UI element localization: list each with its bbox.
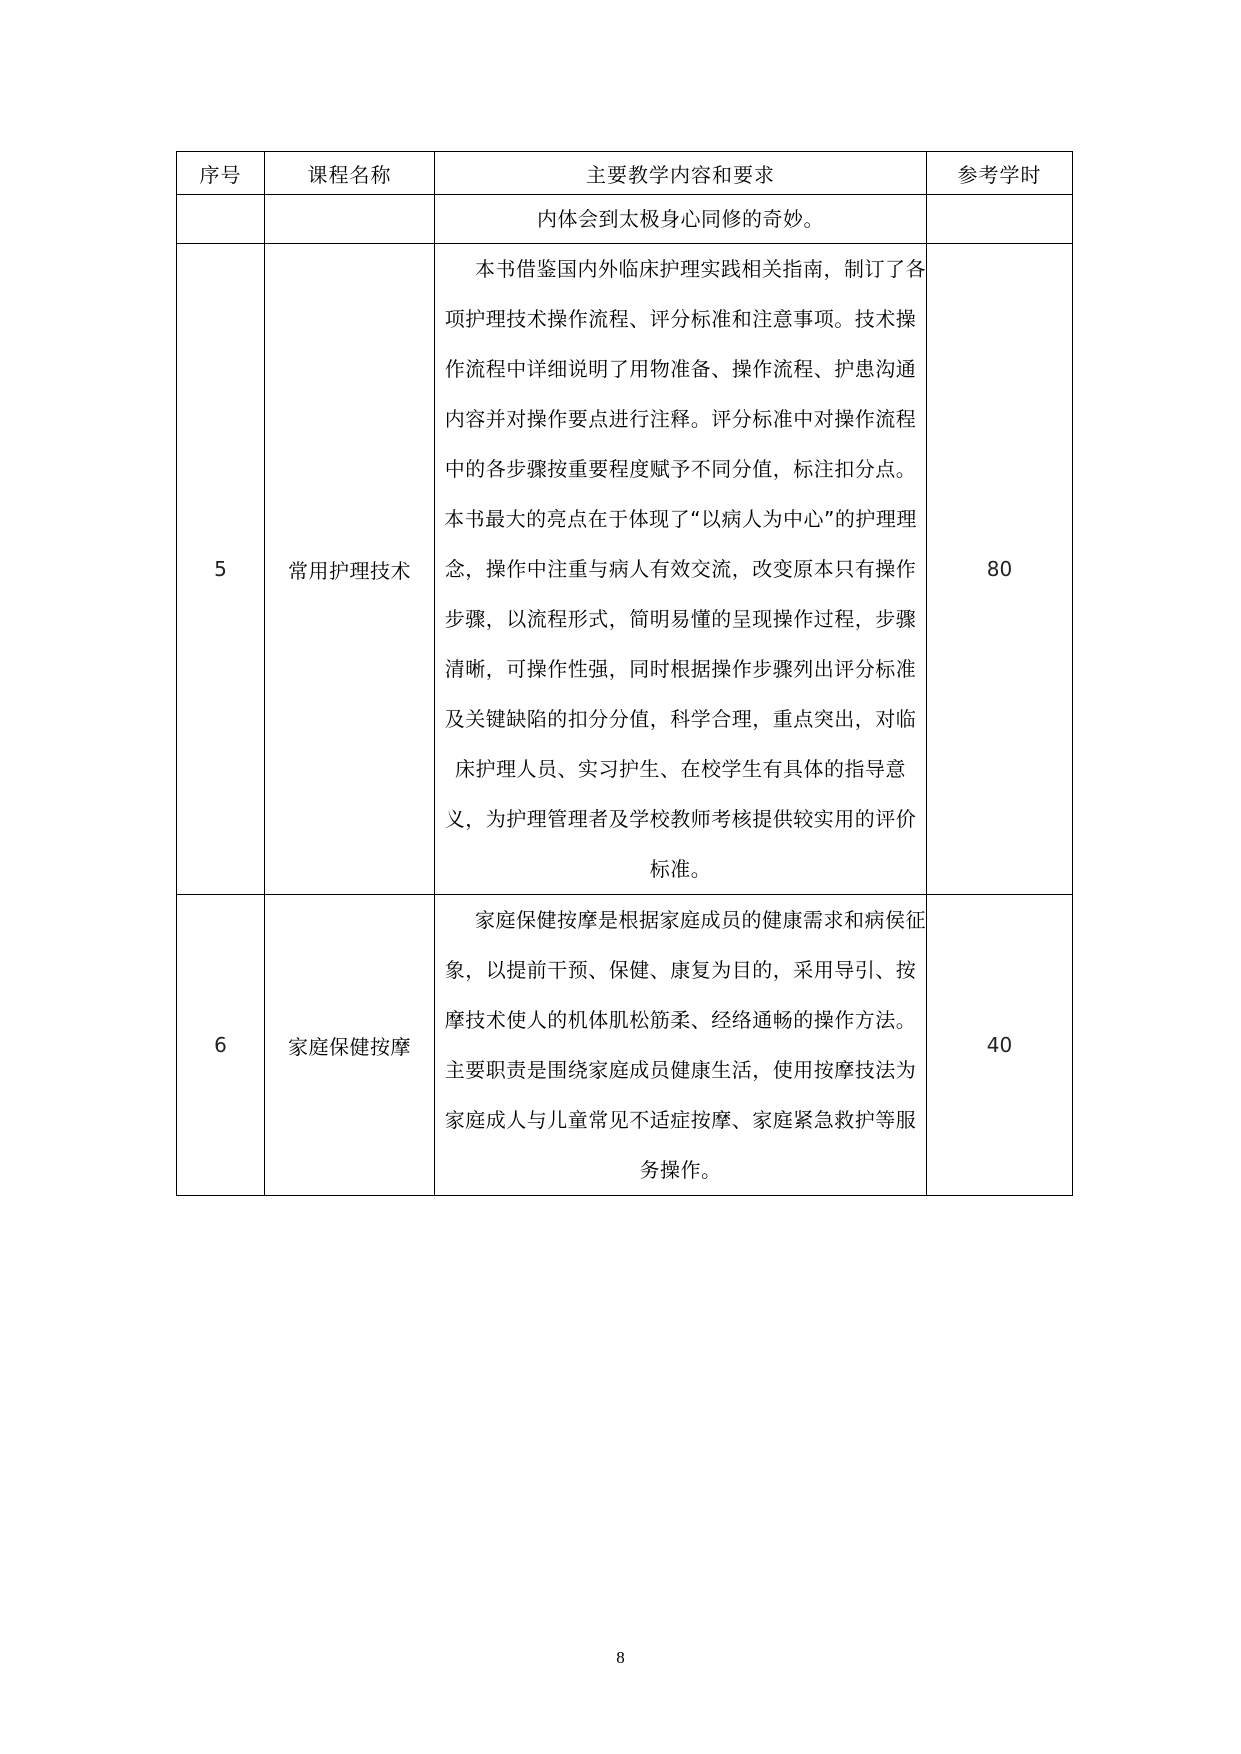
header-course-name: 课程名称 (265, 152, 435, 195)
table-row (177, 244, 1073, 895)
cell-content (435, 244, 927, 895)
cell-content: 内体会到太极身心同修的奇妙。 (435, 195, 927, 244)
cell-hours: 80 (927, 244, 1073, 895)
cell-course-name (265, 195, 435, 244)
cell-no: 5 (177, 244, 265, 895)
cell-no: 6 (177, 895, 265, 1196)
header-content: 主要教学内容和要求 (435, 152, 927, 195)
cell-course-name: 常用护理技术 (265, 244, 435, 895)
page-number: 8 (616, 1648, 625, 1667)
table-row (177, 895, 1073, 1196)
table-row-continuation (177, 195, 1073, 244)
table-header-row (177, 152, 1073, 195)
cell-course-name: 家庭保健按摩 (265, 895, 435, 1196)
header-hours: 参考学时 (927, 152, 1073, 195)
cell-hours: 40 (927, 895, 1073, 1196)
header-no: 序号 (177, 152, 265, 195)
content-paragraph: 家庭保健按摩是根据家庭成员的健康需求和病侯征象，以提前干预、保健、康复为目的，采用导引、按摩技术使人的机体肌松筋柔、经络通畅的操作方法。主要职责是围绕家庭成员健康生活，使用按摩技法为家庭成人与儿童常见不适症按摩、家庭紧急救护等服务操作。 (444, 908, 926, 1182)
content-paragraph: 本书借鉴国内外临床护理实践相关指南，制订了各项护理技术操作流程、评分标准和注意事项。技术操作流程中详细说明了用物准备、操作流程、护患沟通内容并对操作要点进行注释。评分标准中对操作流程中的各步骤按重要程度赋予不同分值，标注扣分点。本书最大的亮点在于体现了“以病人为中心”的护理理念，操作中注重与病人有效交流，改变原本只有操作步骤，以流程形式，简明易懂的呈现操作过程，步骤清晰，可操作性强，同时根据操作步骤列出评分标准及关键缺陷的扣分分值，科学合理，重点突出，对临床护理人员、实习护生、在校学生有具体的指导意义，为护理管理者及学校教师考核提供较实用的评价标准。 (444, 257, 926, 881)
cell-hours (927, 195, 1073, 244)
curriculum-table (176, 151, 1073, 1196)
cell-content (435, 895, 927, 1196)
cell-no (177, 195, 265, 244)
